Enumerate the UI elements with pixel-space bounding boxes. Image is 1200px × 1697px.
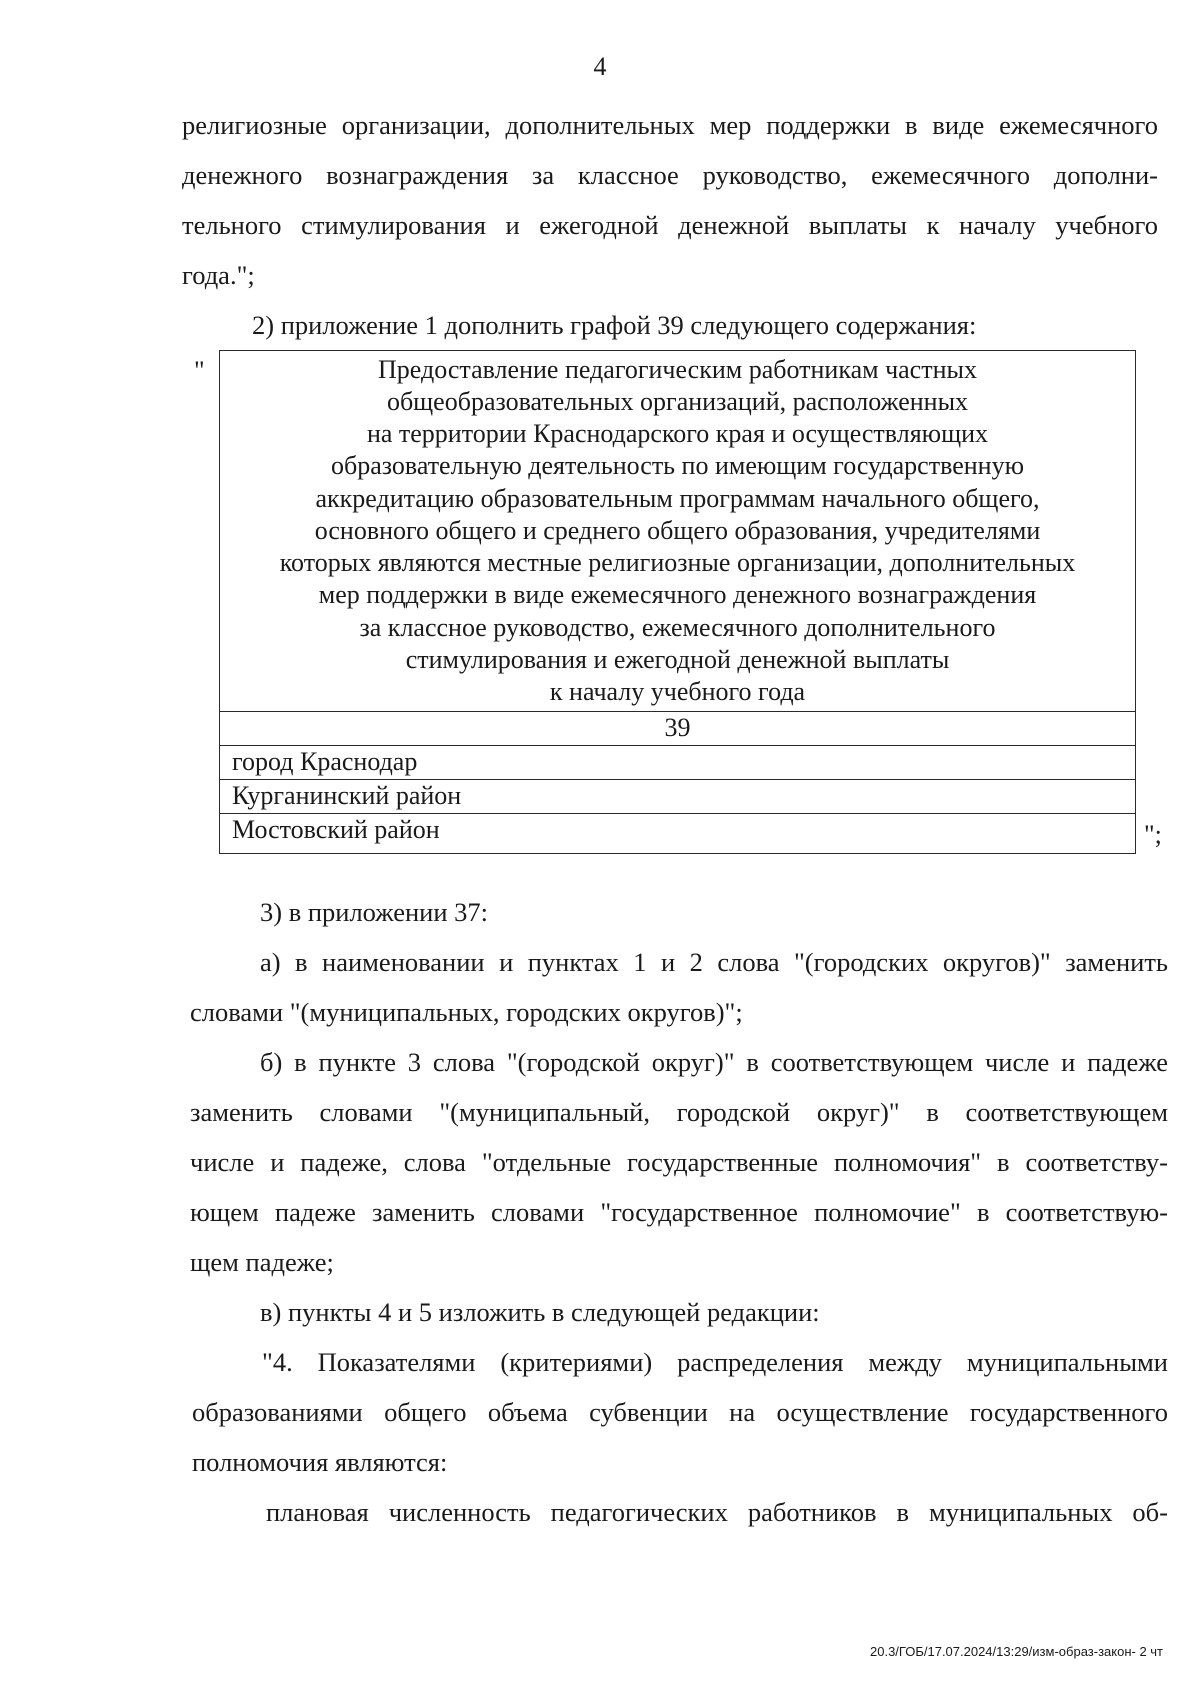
intro-line-2: денежного вознаграждения за классное руководство, ежемесячного дополни-: [182, 160, 1158, 190]
intro-line-4: года.";: [182, 260, 255, 290]
item-3v: в) пункты 4 и 5 изложить в следующей редакции:: [260, 1297, 820, 1327]
quote-close: ";: [1144, 820, 1162, 849]
item-3b-line-4: ющем падеже заменить словами "государственное полномочие" в соответствую-: [190, 1197, 1168, 1227]
point-4-line-2: образованиями общего объема субвенции на осуществление государственного: [192, 1397, 1168, 1427]
item-3: 3) в приложении 37:: [260, 897, 489, 927]
table-header: [220, 351, 1135, 711]
column-number: 39: [220, 711, 1135, 745]
header-line: к началу учебного года: [549, 676, 806, 706]
planned-line: плановая численность педагогических работников в муниципальных об-: [266, 1497, 1168, 1527]
header-line: основного общего и среднего общего образования, учредителями: [314, 515, 1041, 545]
table-row: город Краснодар: [220, 745, 1135, 779]
header-line: мер поддержки в виде ежемесячного денежного вознаграждения: [318, 580, 1037, 610]
header-line: Предоставление педагогическим работникам частных: [378, 354, 977, 384]
table-row: Мостовский район: [220, 813, 1135, 853]
item-3b-line-1: б) в пункте 3 слова "(городской округ)" в соответствующем числе и падеже: [260, 1047, 1168, 1077]
intro-line-1: религиозные организации, дополнительных мер поддержки в виде ежемесячного: [182, 110, 1158, 140]
item-3a-line-2: словами "(муниципальных, городских округов)";: [190, 997, 743, 1027]
point-4-line-1: "4. Показателями (критериями) распределения между муниципальными: [262, 1347, 1168, 1377]
header-line: стимулирования и ежегодной денежной выплаты: [405, 644, 950, 674]
header-line: общеобразовательных организаций, расположенных: [386, 387, 969, 417]
item-3a-line-1: а) в наименовании и пунктах 1 и 2 слова "(городских округов)" заменить: [260, 947, 1168, 977]
header-line: аккредитацию образовательным программам начального общего,: [315, 483, 1040, 513]
item-3b-line-3: числе и падеже, слова "отдельные государственные полномочия" в соответству-: [190, 1147, 1168, 1177]
intro-line-3: тельного стимулирования и ежегодной денежной выплаты к началу учебного: [182, 210, 1158, 240]
quote-open: ": [194, 356, 205, 385]
header-line: которых являются местные религиозные организации, дополнительных: [279, 548, 1076, 578]
point-4-line-3: полномочия являются:: [192, 1447, 448, 1477]
table-row: Курганинский район: [220, 779, 1135, 813]
item-2: 2) приложение 1 дополнить графой 39 следующего содержания:: [252, 310, 977, 340]
appendix-table: [219, 350, 1136, 854]
header-line: образовательную деятельность по имеющим государственную: [331, 451, 1024, 481]
header-line: на территории Краснодарского края и осуществляющих: [366, 419, 989, 449]
item-3b-line-5: щем падеже;: [190, 1247, 334, 1277]
item-3b-line-2: заменить словами "(муниципальный, городской округ)" в соответствующем: [190, 1097, 1168, 1127]
page-number: 4: [593, 52, 607, 81]
header-line: за классное руководство, ежемесячного дополнительного: [359, 612, 996, 642]
footer-document-code: 20.3/ГОБ/17.07.2024/13:29/изм-образ-закон- 2 чт: [870, 1644, 1164, 1659]
